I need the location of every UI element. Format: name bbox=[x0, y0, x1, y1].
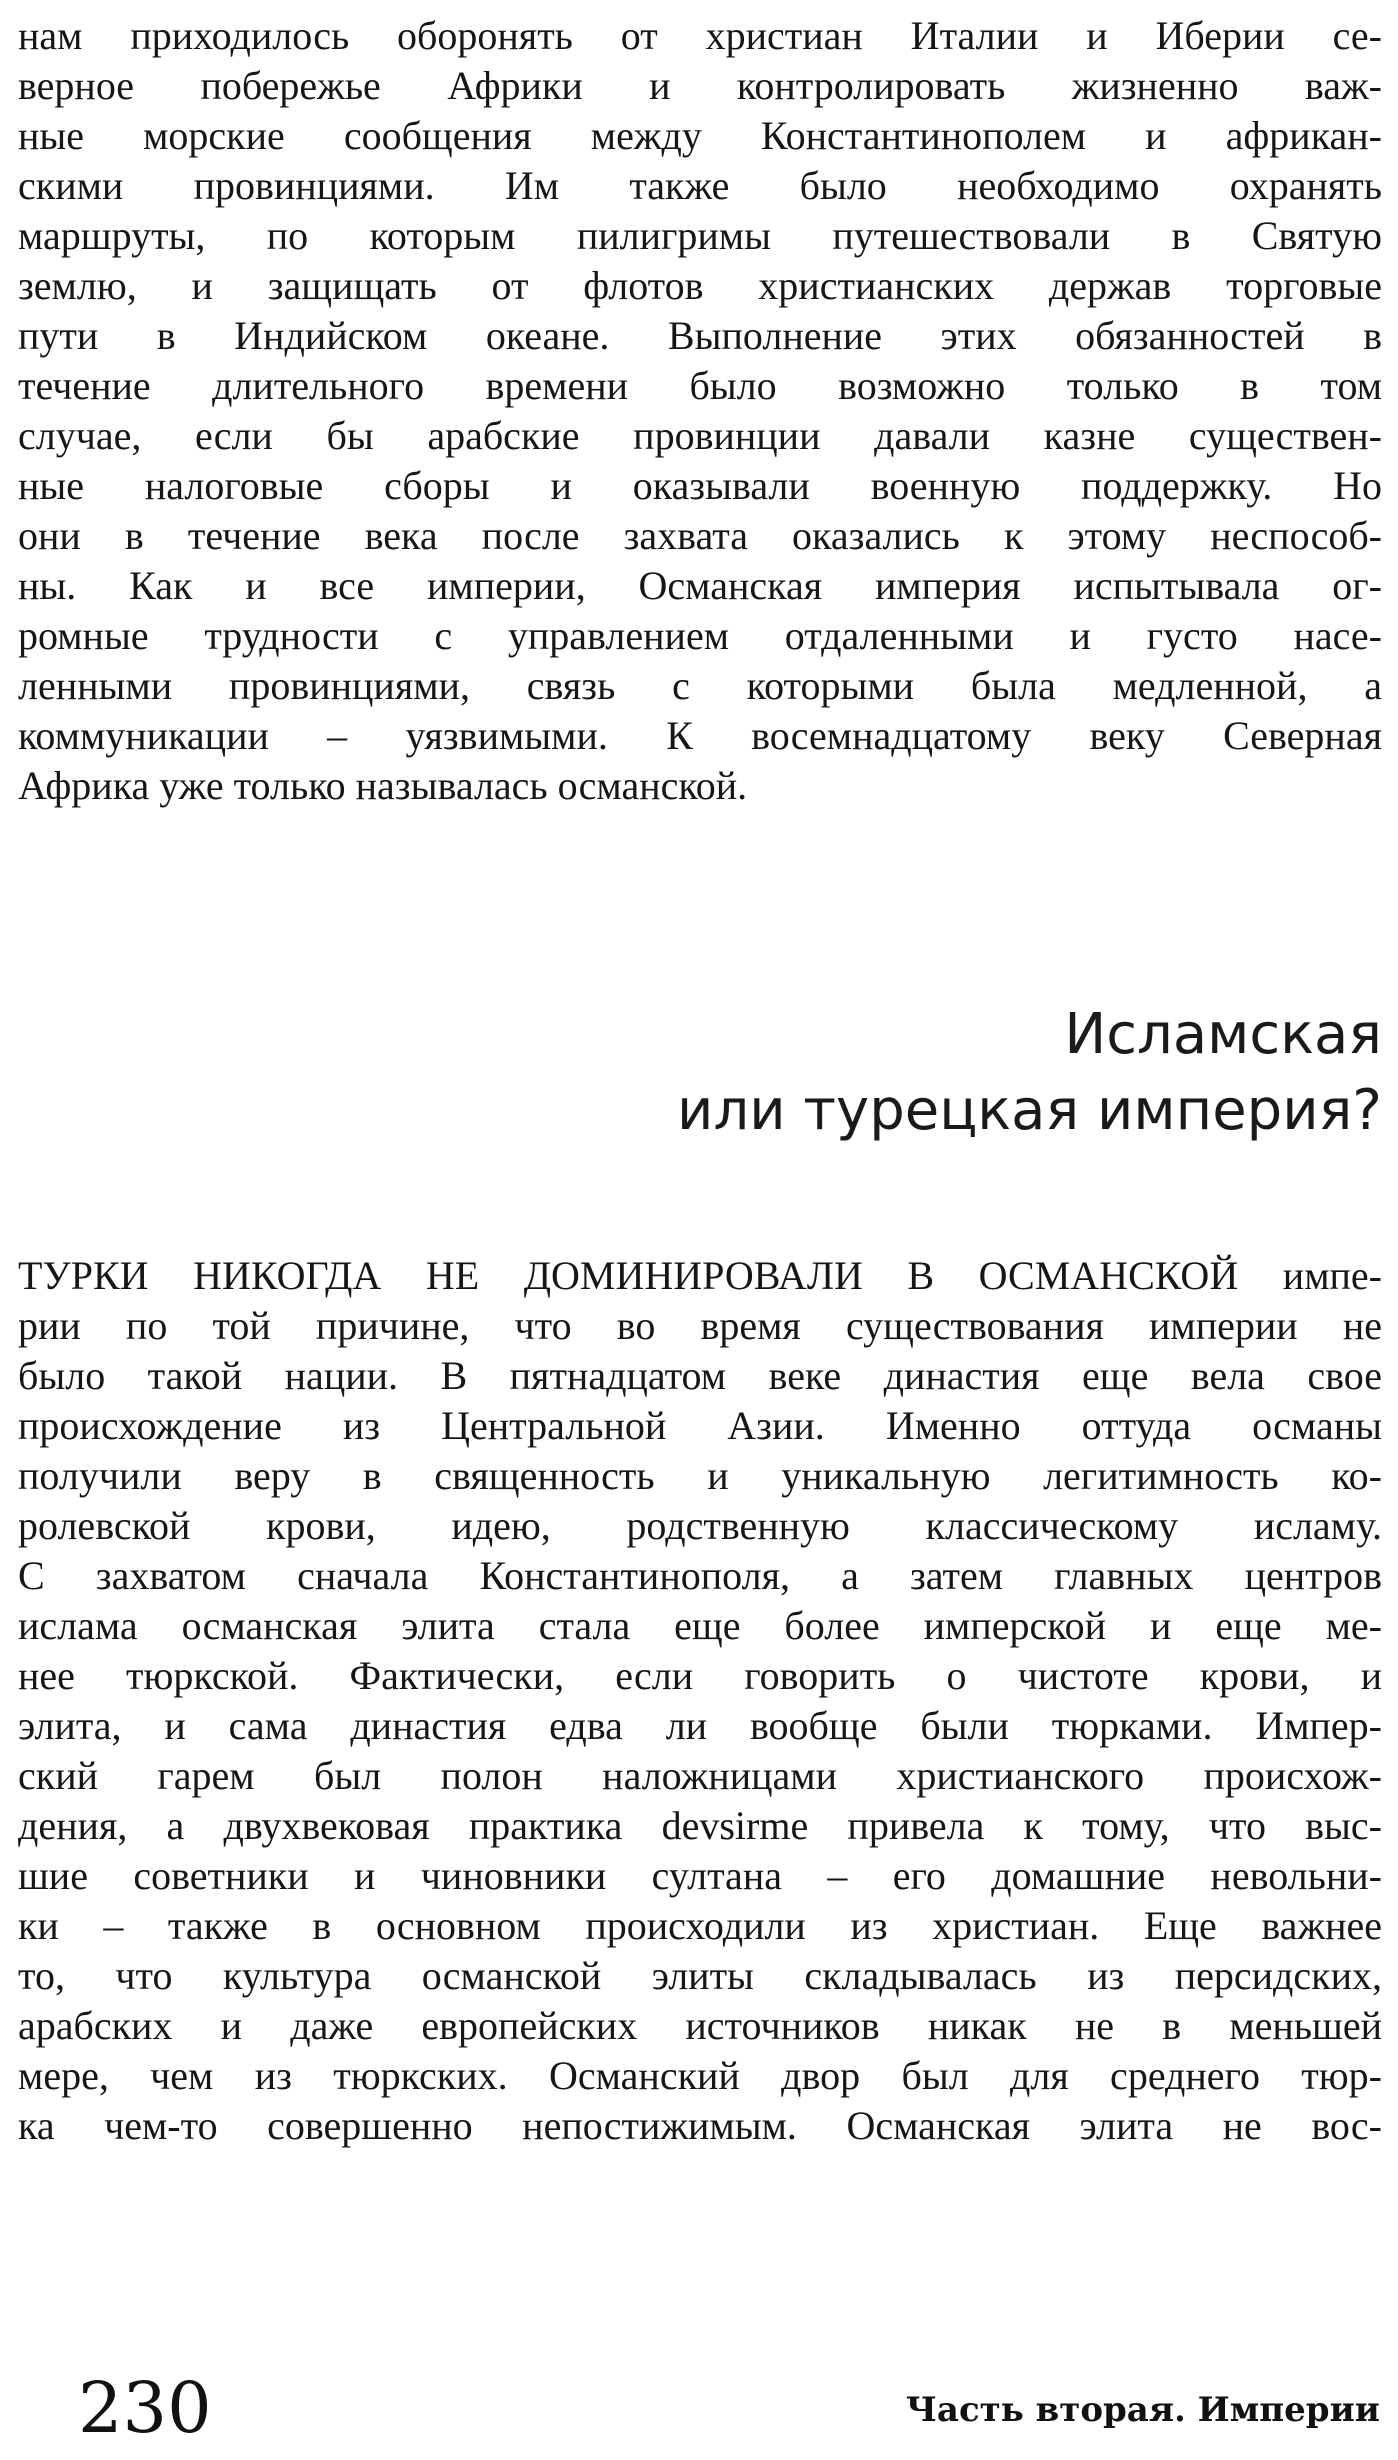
text-line: происхождение из Центральной Азии. Именно оттуда османы bbox=[18, 1403, 1382, 1448]
text-line: С захватом сначала Константинополя, а затем главных центров bbox=[18, 1553, 1382, 1598]
text-line: ленными провинциями, связь с которыми была медленной, а bbox=[18, 663, 1382, 708]
text-line: ки – также в основном происходили из христиан. Еще важнее bbox=[18, 1903, 1382, 1948]
text-line: ромные трудности с управлением отдаленными и густо насе- bbox=[18, 613, 1382, 658]
book-page bbox=[18, 0, 1382, 2460]
section-heading-line-2: или турецкая империя? bbox=[677, 1078, 1382, 1143]
text-line: ислама османская элита стала еще более имперской и еще ме- bbox=[18, 1603, 1382, 1648]
text-line: рии по той причине, что во время существования империи не bbox=[18, 1303, 1382, 1348]
lead-in-caps: ТУРКИ НИКОГДА НЕ ДОМИНИРОВАЛИ В ОСМАНСКОЙ bbox=[18, 1253, 1239, 1298]
text-line: маршруты, по которым пилигримы путешествовали в Святую bbox=[18, 213, 1382, 258]
text-line: получили веру в священность и уникальную легитимность ко- bbox=[18, 1453, 1382, 1498]
text-line: землю, и защищать от флотов христианских держав торговые bbox=[18, 263, 1382, 308]
text-line: случае, если бы арабские провинции давали казне существен- bbox=[18, 413, 1382, 458]
text-line: элита, и сама династия едва ли вообще были тюрками. Импер- bbox=[18, 1703, 1382, 1748]
text-line: ны. Как и все империи, Османская империя испытывала ог- bbox=[18, 563, 1382, 608]
text-line: ка чем-то совершенно непостижимым. Османская элита не вос- bbox=[18, 2103, 1382, 2148]
text-line: дения, а двухвековая практика devsirme привела к тому, что выс- bbox=[18, 1803, 1382, 1848]
text-line: верное побережье Африки и контролировать жизненно важ- bbox=[18, 63, 1382, 108]
text-line: ролевской крови, идею, родственную классическому исламу. bbox=[18, 1503, 1382, 1548]
text-line: ные морские сообщения между Константинополем и африкан- bbox=[18, 113, 1382, 158]
text-line: ные налоговые сборы и оказывали военную поддержку. Но bbox=[18, 463, 1382, 508]
text-line: пути в Индийском океане. Выполнение этих обязанностей в bbox=[18, 313, 1382, 358]
text-line: арабских и даже европейских источников никак не в меньшей bbox=[18, 2003, 1382, 2048]
text-line: течение длительного времени было возможно только в том bbox=[18, 363, 1382, 408]
lead-in-rest: импе- bbox=[1238, 1253, 1382, 1298]
text-line: коммуникации – уязвимыми. К восемнадцатому веку Северная bbox=[18, 713, 1382, 758]
text-line: шие советники и чиновники султана – его домашние невольни- bbox=[18, 1853, 1382, 1898]
running-head: Часть вторая. Империи bbox=[905, 2390, 1380, 2430]
text-line-lead bbox=[18, 1250, 1382, 1302]
text-line-last: Африка уже только называлась османской. bbox=[18, 763, 748, 808]
section-heading-line-1: Исламская bbox=[1064, 1002, 1382, 1067]
text-line: то, что культура османской элиты складывалась из персидских, bbox=[18, 1953, 1382, 1998]
text-line: нам приходилось оборонять от христиан Италии и Иберии се- bbox=[18, 13, 1382, 58]
text-line: скими провинциями. Им также было необходимо охранять bbox=[18, 163, 1382, 208]
text-line: нее тюркской. Фактически, если говорить о чистоте крови, и bbox=[18, 1653, 1382, 1698]
text-line: мере, чем из тюркских. Османский двор был для среднего тюр- bbox=[18, 2053, 1382, 2098]
page-number: 230 bbox=[78, 2367, 212, 2449]
text-line: они в течение века после захвата оказались к этому неспособ- bbox=[18, 513, 1382, 558]
text-line: было такой нации. В пятнадцатом веке династия еще вела свое bbox=[18, 1353, 1382, 1398]
text-line: ский гарем был полон наложницами христианского происхож- bbox=[18, 1753, 1382, 1798]
